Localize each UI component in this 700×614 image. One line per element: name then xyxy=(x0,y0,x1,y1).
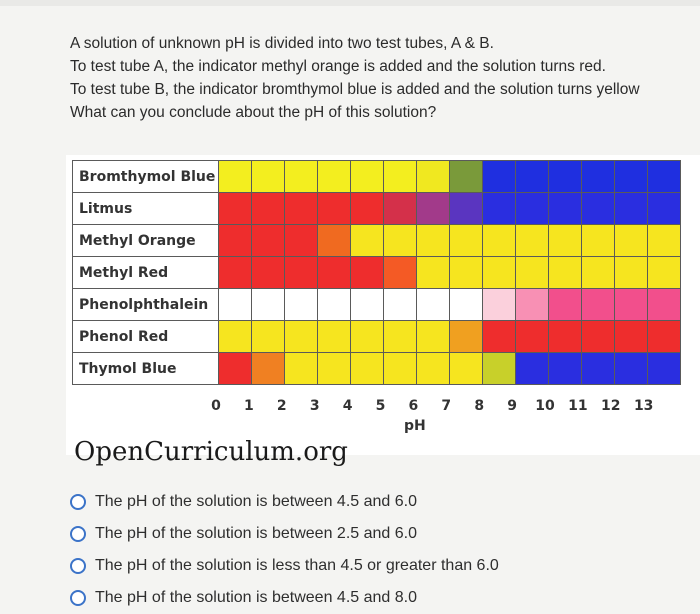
question-line-1: A solution of unknown pH is divided into two test tubes, A & B. xyxy=(70,35,494,52)
ph-color-cell xyxy=(516,321,549,353)
ph-color-cell xyxy=(648,225,681,257)
radio-button-icon[interactable] xyxy=(70,526,86,542)
answer-label: The pH of the solution is between 4.5 and 6.0 xyxy=(95,493,417,510)
ph-color-cell xyxy=(252,289,285,321)
ph-color-cell xyxy=(252,257,285,289)
ph-color-cell xyxy=(648,193,681,225)
ph-color-cell xyxy=(417,193,450,225)
ph-color-cell xyxy=(318,321,351,353)
radio-button-icon[interactable] xyxy=(70,494,86,510)
ph-color-cell xyxy=(285,161,318,193)
ph-color-cell xyxy=(648,161,681,193)
indicator-row xyxy=(73,353,681,385)
ph-color-cell xyxy=(450,257,483,289)
ph-color-cell xyxy=(549,257,582,289)
ph-color-cell xyxy=(582,225,615,257)
ph-color-cell xyxy=(483,321,516,353)
ph-color-cell xyxy=(516,193,549,225)
ph-color-cell xyxy=(285,257,318,289)
ph-tick-label: 13 xyxy=(633,398,654,414)
ph-color-cell xyxy=(351,193,384,225)
indicator-name: Methyl Red xyxy=(73,257,219,289)
ph-tick-label: 3 xyxy=(309,398,320,414)
ph-color-cell xyxy=(285,193,318,225)
answer-options xyxy=(70,486,499,614)
ph-color-cell xyxy=(384,193,417,225)
ph-color-cell xyxy=(582,321,615,353)
ph-tick-label: 12 xyxy=(601,398,621,414)
ph-color-cell xyxy=(450,225,483,257)
ph-color-cell xyxy=(648,257,681,289)
ph-color-cell xyxy=(318,161,351,193)
ph-color-cell xyxy=(384,161,417,193)
indicator-name: Phenolphthalein xyxy=(73,289,219,321)
ph-color-cell xyxy=(384,353,417,385)
ph-tick-label: 9 xyxy=(507,398,517,414)
ph-color-cell xyxy=(351,321,384,353)
indicator-name: Litmus xyxy=(73,193,219,225)
ph-color-cell xyxy=(417,161,450,193)
indicator-name: Phenol Red xyxy=(73,321,219,353)
ph-color-cell xyxy=(318,257,351,289)
ph-color-cell xyxy=(384,257,417,289)
ph-axis xyxy=(211,398,676,418)
ph-tick-label: 0 xyxy=(211,398,221,414)
ph-color-cell xyxy=(219,161,252,193)
answer-option-2[interactable] xyxy=(70,518,499,550)
ph-color-cell xyxy=(582,193,615,225)
ph-color-cell xyxy=(219,193,252,225)
indicator-row xyxy=(73,193,681,225)
source-credit: OpenCurriculum.org xyxy=(74,437,348,467)
ph-color-cell xyxy=(516,225,549,257)
ph-color-cell xyxy=(615,289,648,321)
indicator-name: Methyl Orange xyxy=(73,225,219,257)
ph-color-cell xyxy=(285,321,318,353)
ph-tick-label: 5 xyxy=(375,398,386,414)
indicator-row xyxy=(73,225,681,257)
answer-option-3[interactable] xyxy=(70,550,499,582)
ph-tick-label: 4 xyxy=(342,398,353,414)
ph-color-cell xyxy=(351,353,384,385)
ph-tick-label: 8 xyxy=(474,398,485,414)
ph-color-cell xyxy=(483,225,516,257)
ph-color-cell xyxy=(549,321,582,353)
indicator-row xyxy=(73,289,681,321)
ph-color-cell xyxy=(450,193,483,225)
ph-color-cell xyxy=(318,353,351,385)
ph-color-cell xyxy=(417,225,450,257)
ph-color-cell xyxy=(549,353,582,385)
ph-tick-label: 6 xyxy=(408,398,419,414)
ph-color-cell xyxy=(417,257,450,289)
ph-color-cell xyxy=(549,161,582,193)
ph-color-cell xyxy=(351,257,384,289)
ph-color-cell xyxy=(483,193,516,225)
question-line-3: To test tube B, the indicator bromthymol blue is added and the solution turns yellow xyxy=(70,81,640,98)
ph-color-cell xyxy=(252,193,285,225)
ph-color-cell xyxy=(582,257,615,289)
ph-color-cell xyxy=(549,193,582,225)
ph-color-cell xyxy=(384,321,417,353)
ph-color-cell xyxy=(252,225,285,257)
answer-option-4[interactable] xyxy=(70,582,499,614)
ph-color-cell xyxy=(483,289,516,321)
question-line-2: To test tube A, the indicator methyl orange is added and the solution turns red. xyxy=(70,58,606,75)
ph-color-cell xyxy=(615,161,648,193)
ph-color-cell xyxy=(582,161,615,193)
ph-color-cell xyxy=(219,353,252,385)
answer-option-1[interactable] xyxy=(70,486,499,518)
ph-color-cell xyxy=(417,289,450,321)
ph-tick-label: 1 xyxy=(244,398,254,414)
ph-color-cell xyxy=(648,353,681,385)
ph-color-cell xyxy=(219,289,252,321)
ph-color-cell xyxy=(483,257,516,289)
ph-tick-label: 7 xyxy=(441,398,452,414)
radio-button-icon[interactable] xyxy=(70,590,86,606)
question-text xyxy=(70,32,700,124)
ph-color-cell xyxy=(648,321,681,353)
radio-button-icon[interactable] xyxy=(70,558,86,574)
answer-label: The pH of the solution is between 2.5 and 6.0 xyxy=(95,525,417,542)
ph-color-cell xyxy=(450,289,483,321)
ph-color-cell xyxy=(318,193,351,225)
ph-color-cell xyxy=(615,321,648,353)
ph-color-cell xyxy=(252,321,285,353)
ph-color-cell xyxy=(285,353,318,385)
ph-color-cell xyxy=(450,321,483,353)
ph-color-cell xyxy=(450,353,483,385)
ph-color-cell xyxy=(549,289,582,321)
answer-label: The pH of the solution is less than 4.5 or greater than 6.0 xyxy=(95,557,499,574)
ph-tick-label: 11 xyxy=(568,398,588,414)
indicator-row xyxy=(73,321,681,353)
ph-color-cell xyxy=(582,353,615,385)
ph-color-cell xyxy=(219,257,252,289)
indicator-name: Bromthymol Blue xyxy=(73,161,219,193)
indicator-color-table xyxy=(72,160,681,385)
ph-color-cell xyxy=(351,225,384,257)
ph-color-cell xyxy=(483,161,516,193)
ph-color-cell xyxy=(483,353,516,385)
ph-color-cell xyxy=(285,225,318,257)
ph-color-cell xyxy=(582,289,615,321)
ph-color-cell xyxy=(384,225,417,257)
ph-tick-label: 10 xyxy=(535,398,555,414)
ph-color-cell xyxy=(615,353,648,385)
ph-tick-label: 2 xyxy=(276,398,287,414)
ph-color-cell xyxy=(615,257,648,289)
indicator-row xyxy=(73,161,681,193)
indicator-row xyxy=(73,257,681,289)
ph-color-cell xyxy=(516,353,549,385)
ph-color-cell xyxy=(351,161,384,193)
ph-color-cell xyxy=(516,161,549,193)
ph-axis-label: pH xyxy=(404,418,426,434)
ph-color-cell xyxy=(516,289,549,321)
ph-color-cell xyxy=(516,257,549,289)
ph-color-cell xyxy=(417,321,450,353)
ph-color-cell xyxy=(615,193,648,225)
indicator-name: Thymol Blue xyxy=(73,353,219,385)
ph-color-cell xyxy=(219,321,252,353)
answer-label: The pH of the solution is between 4.5 and 8.0 xyxy=(95,589,417,606)
top-divider xyxy=(0,0,700,6)
question-line-4: What can you conclude about the pH of this solution? xyxy=(70,104,437,121)
ph-color-cell xyxy=(615,225,648,257)
ph-color-cell xyxy=(285,289,318,321)
ph-color-cell xyxy=(252,353,285,385)
ph-color-cell xyxy=(417,353,450,385)
ph-color-cell xyxy=(549,225,582,257)
ph-color-cell xyxy=(252,161,285,193)
ph-color-cell xyxy=(318,289,351,321)
ph-color-cell xyxy=(318,225,351,257)
ph-color-cell xyxy=(450,161,483,193)
indicator-chart-image xyxy=(66,155,700,467)
ph-color-cell xyxy=(219,225,252,257)
ph-color-cell xyxy=(351,289,384,321)
ph-color-cell xyxy=(384,289,417,321)
ph-color-cell xyxy=(648,289,681,321)
